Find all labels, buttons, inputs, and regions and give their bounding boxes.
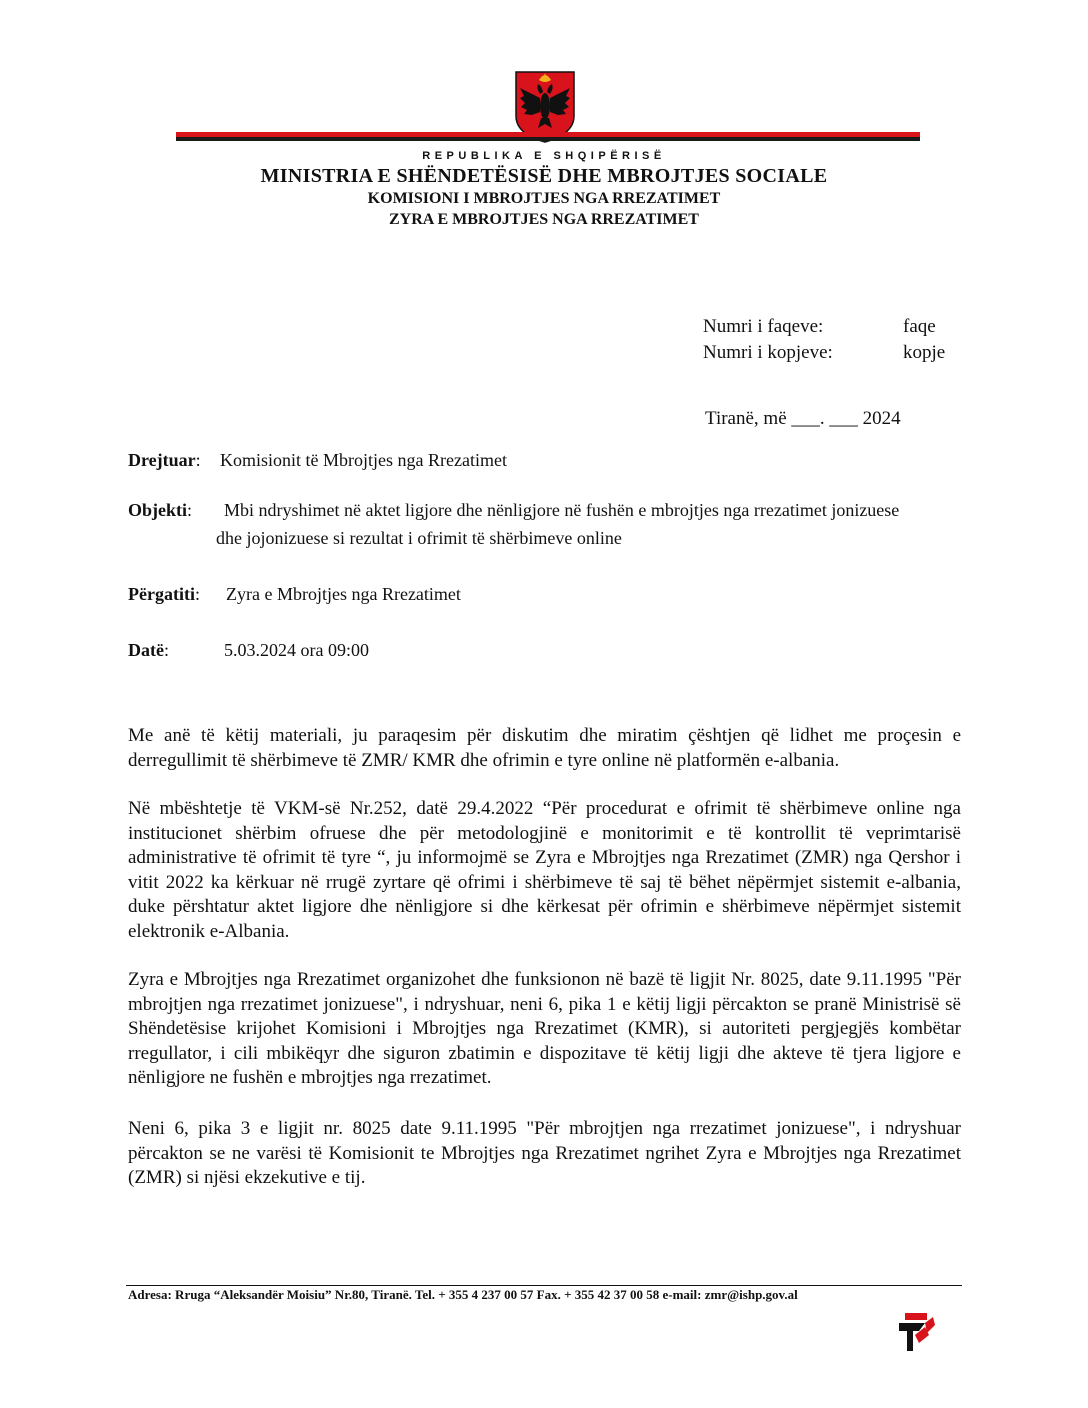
body-paragraph-2: Në mbështetje të VKM-së Nr.252, datë 29.4.2022 “Për procedurat e ofrimit të shërbimeve online nga institucionet shërbim ofruese dhe për metodologjinë e monitorimit e të kontrollit të veprimtarisë administrative të ofrimit të tyre “, ju informojmë se Zyra e Mbrojtjes nga Rrezatimet (ZMR) nga Qershor i vitit 2022 ka kërkuar në rrugë zyrtare që ofrimi i shërbimeve të saj të bëhet nëpërmjet sistemit e-albania, duke përshtatur aktet ligjore dhe nënligjore si dhe kërkesat për ofrimin e shërbimeve nëpërmjet sistemit elektronik e-Albania. [128,798,961,942]
addressee-value: Komisionit të Mbrojtjes nga Rrezatimet [220,450,507,470]
pages-count-value: faqe [903,316,936,337]
body-paragraph-1: Me anë të këtij materiali, ju paraqesim për diskutim dhe miratim çështjen që lidhet me proçesin e derregullimit të shërbimeve të ZMR/ KMR dhe ofrimin e tyre online në platformën e-albania. [128,725,961,771]
addressee-label: Drejtuar [128,450,196,470]
copies-count-value: kopje [903,342,946,363]
copies-count-label: Numri i kopjeve: [703,342,833,363]
header-ministry: MINISTRIA E SHËNDETËSISË DHE MBROJTJES SOCIALE [260,165,828,187]
date-label: Datë [128,640,164,660]
addressee-field: Drejtuar: [128,450,201,470]
footer-address: Adresa: Rruga “Aleksandër Moisiu” Nr.80, Tiranë. Tel. + 355 4 237 00 57 Fax. + 355 42 37 00 58 e-mail: zmr@ishp.gov.al [128,1287,798,1302]
date-field: Datë: [128,640,169,660]
subject-value-line1: Mbi ndryshimet në aktet ligjore dhe nënligjore në fushën e mbrojtjes nga rrezatimet jonizuese [224,500,900,520]
header-commission: KOMISIONI I MBROJTJES NGA RREZATIMET [367,190,721,207]
place-date-line: Tiranë, më ___. ___ 2024 [705,408,901,429]
header-black-rule [176,137,920,141]
body-paragraph-4: Neni 6, pika 3 e ligjit nr. 8025 date 9.11.1995 "Për mbrojtjen nga rrezatimet jonizuese", i ndryshuar përcakton se ne varësi të Komisionit te Mbrojtjes nga Rrezatimet ngrihet Zyra e Mbrojtjes nga Rrezatimet (ZMR) si njësi ekzekutive e tij. [128,1118,961,1189]
subject-field: Objekti: [128,500,193,520]
pages-count-label: Numri i faqeve: [703,316,824,337]
prepared-by-value: Zyra e Mbrojtjes nga Rrezatimet [226,584,461,604]
prepared-by-field: Përgatiti: [128,584,200,604]
body-paragraph-3: Zyra e Mbrojtjes nga Rrezatimet organizohet dhe funksionon në bazë të ligjit Nr. 8025, date 9.11.1995 "Për mbrojtjen nga rrezatimet jonizuese", i ndryshuar, neni 6, pika 1 e këtij ligji përcakton se pranë Ministrisë së Shëndetësise krijohet Komisioni i Mbrojtjes nga Rrezatimet (KMR), si autoriteti pergjegjës kombëtar rregullator, i cili mbikëqyr dhe siguron zbatimin e dispozitave të këtij ligji dhe akteve të tjera ligjore e nënligjore ne fushën e mbrojtjes nga rrezatimet. [128,969,961,1089]
subject-label: Objekti [128,500,188,520]
footer-rule [126,1285,962,1286]
subject-value-line2: dhe jojonizuese si rezultat i ofrimit të shërbimeve online [216,528,622,548]
header-republic: REPUBLIKA E SHQIPËRISË [422,150,666,162]
date-value: 5.03.2024 ora 09:00 [224,640,369,660]
institution-logo-icon [895,1313,937,1353]
prepared-by-label: Përgatiti [128,584,195,604]
header-office: ZYRA E MBROJTJES NGA RREZATIMET [389,211,699,228]
